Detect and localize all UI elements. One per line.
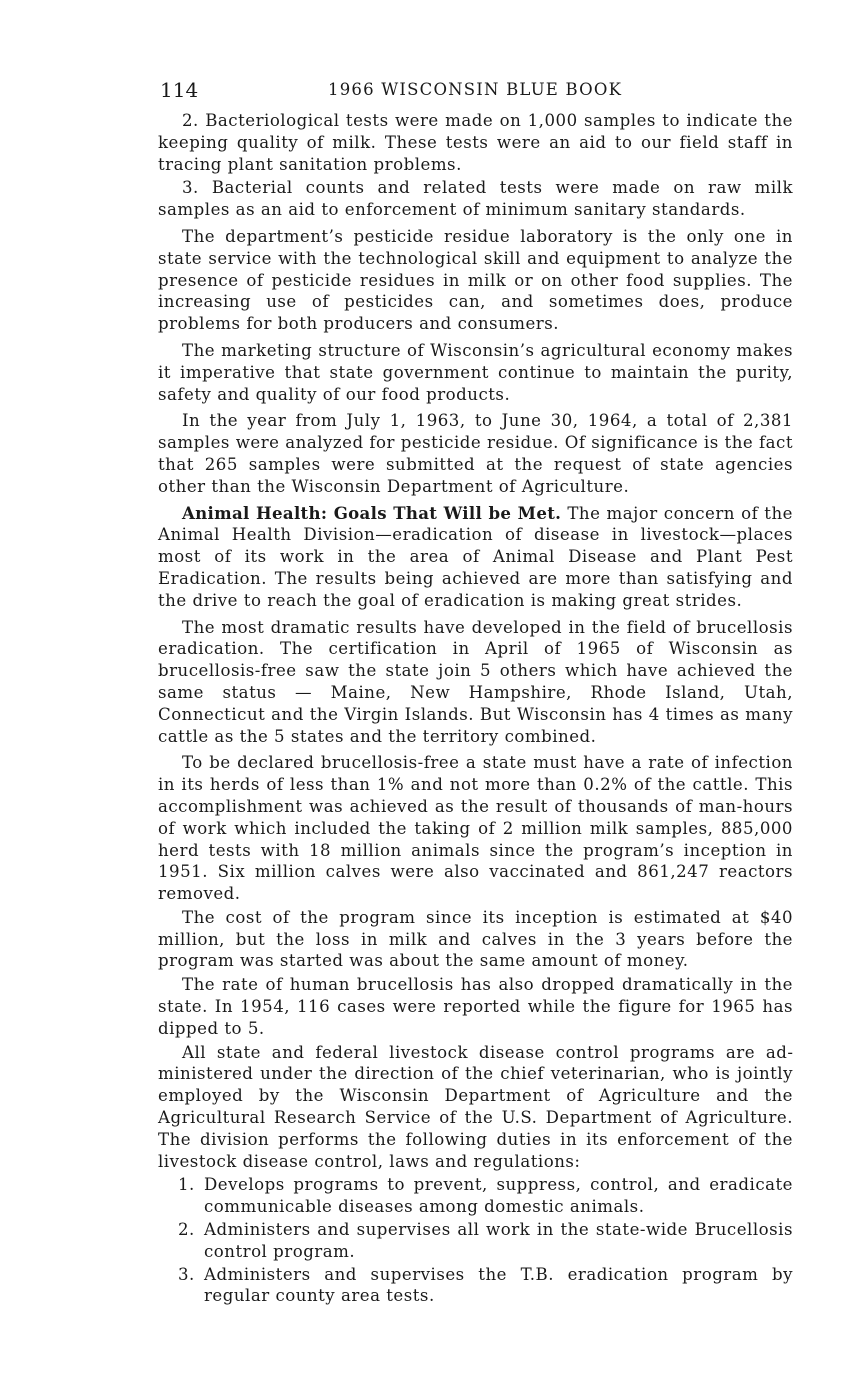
list-item-number: 3.	[178, 1264, 195, 1284]
paragraph-brucellosis-free-criteria: To be declared brucellosis-free a state must have a rate of infection in its herds of less than 1% and not more than 0.2% of the cattle. This accomplishment was achieved as the result of thousands of man-hours of work which included the taking of 2 million milk samples, 885,000 herd tests with 18 million animals since the program’s inception in 1951. Six million calves were also vaccinated and 861,247 reactors removed.	[158, 753, 793, 904]
running-title: 1966 WISCONSIN BLUE BOOK	[328, 80, 623, 99]
paragraph-marketing-structure: The marketing structure of Wisconsin’s agricultural economy makes it imperative that state government continue to maintain the purity, safety and quality of our food products.	[158, 340, 793, 404]
page-header	[158, 78, 793, 108]
list-item	[158, 1219, 793, 1263]
list-item	[158, 1174, 793, 1218]
list-item-text: Administers and supervises all work in the state-wide Brucellosis control program.	[204, 1220, 793, 1261]
paragraph-human-brucellosis: The rate of human brucellosis has also dropped dramatically in the state. In 1954, 116 cases were reported while the figure for 1965 has dipped to 5.	[158, 975, 793, 1038]
list-item-number: 1.	[178, 1175, 195, 1195]
duties-list	[158, 1174, 793, 1307]
list-item-text: Develops programs to prevent, suppress, control, and eradicate communicable diseases among domestic animals.	[204, 1175, 793, 1217]
paragraph-bacterial-counts: 3. Bacterial counts and related tests were made on raw milk samples as an aid to enforcement of minimum sanitary standards.	[158, 178, 793, 220]
list-item	[158, 1264, 793, 1308]
paragraph-program-cost: The cost of the program since its inception is estimated at $40 million, but the loss in milk and calves in the 3 years before the program was started was about the same amount of money.	[158, 907, 793, 971]
paragraph-brucellosis-results: The most dramatic results have developed in the field of brucellosis eradication. The certification in April of 1965 of Wisconsin as brucellosis-free saw the state join 5 others which have achieved the same status — Maine, New Hampshire, Rhode Island, Utah, Connecticut and the Virgin Islands. But Wisconsin has 4 times as many cattle as the 5 states and the territory combined.	[158, 617, 793, 746]
paragraph-bacteriological-tests: 2. Bacteriological tests were made on 1,000 samples to indicate the keeping quality of milk. These tests were an aid to our field staff in tracing plant sanitation problems.	[158, 111, 793, 174]
paragraph-animal-health	[158, 503, 793, 612]
paragraph-pesticide-samples: In the year from July 1, 1963, to June 30, 1964, a total of 2,381 samples were analyzed for pesticide residue. Of significance is the fact that 265 samples were submitted at the request of state agencies other than the Wisconsin Department of Agriculture.	[158, 411, 793, 496]
list-item-text: Administers and supervises the T.B. eradication program by regular county area tests.	[204, 1264, 793, 1306]
list-item-number: 2.	[178, 1220, 195, 1240]
paragraph-animal-health-body: The major concern of the Animal Health Division—eradication of disease in livestock—places most of its work in the area of Animal Disease and Plant Pest Eradication. The results being achieved are more than satisfying and the drive to reach the goal of eradication is making great strides.	[158, 503, 793, 610]
section-heading-animal-health: Animal Health: Goals That Will be Met.	[182, 502, 562, 523]
page-number: 114	[160, 78, 199, 102]
paragraph-disease-control-programs: All state and federal livestock disease control programs are administered under the direction of the chief veterinarian, who is jointly employed by the Wisconsin Department of Agriculture and the Agricultural Research Service of the U.S. Department of Agriculture. The division performs the following duties in its enforcement of the livestock disease control, laws and regulations:	[158, 1042, 793, 1171]
paragraph-pesticide-laboratory: The department’s pesticide residue laboratory is the only one in state service with the technological skill and equipment to analyze the presence of pesticide residues in milk or on other food supplies. The increasing use of pesticides can, and sometimes does, produce problems for both producers and consumers.	[158, 226, 793, 334]
